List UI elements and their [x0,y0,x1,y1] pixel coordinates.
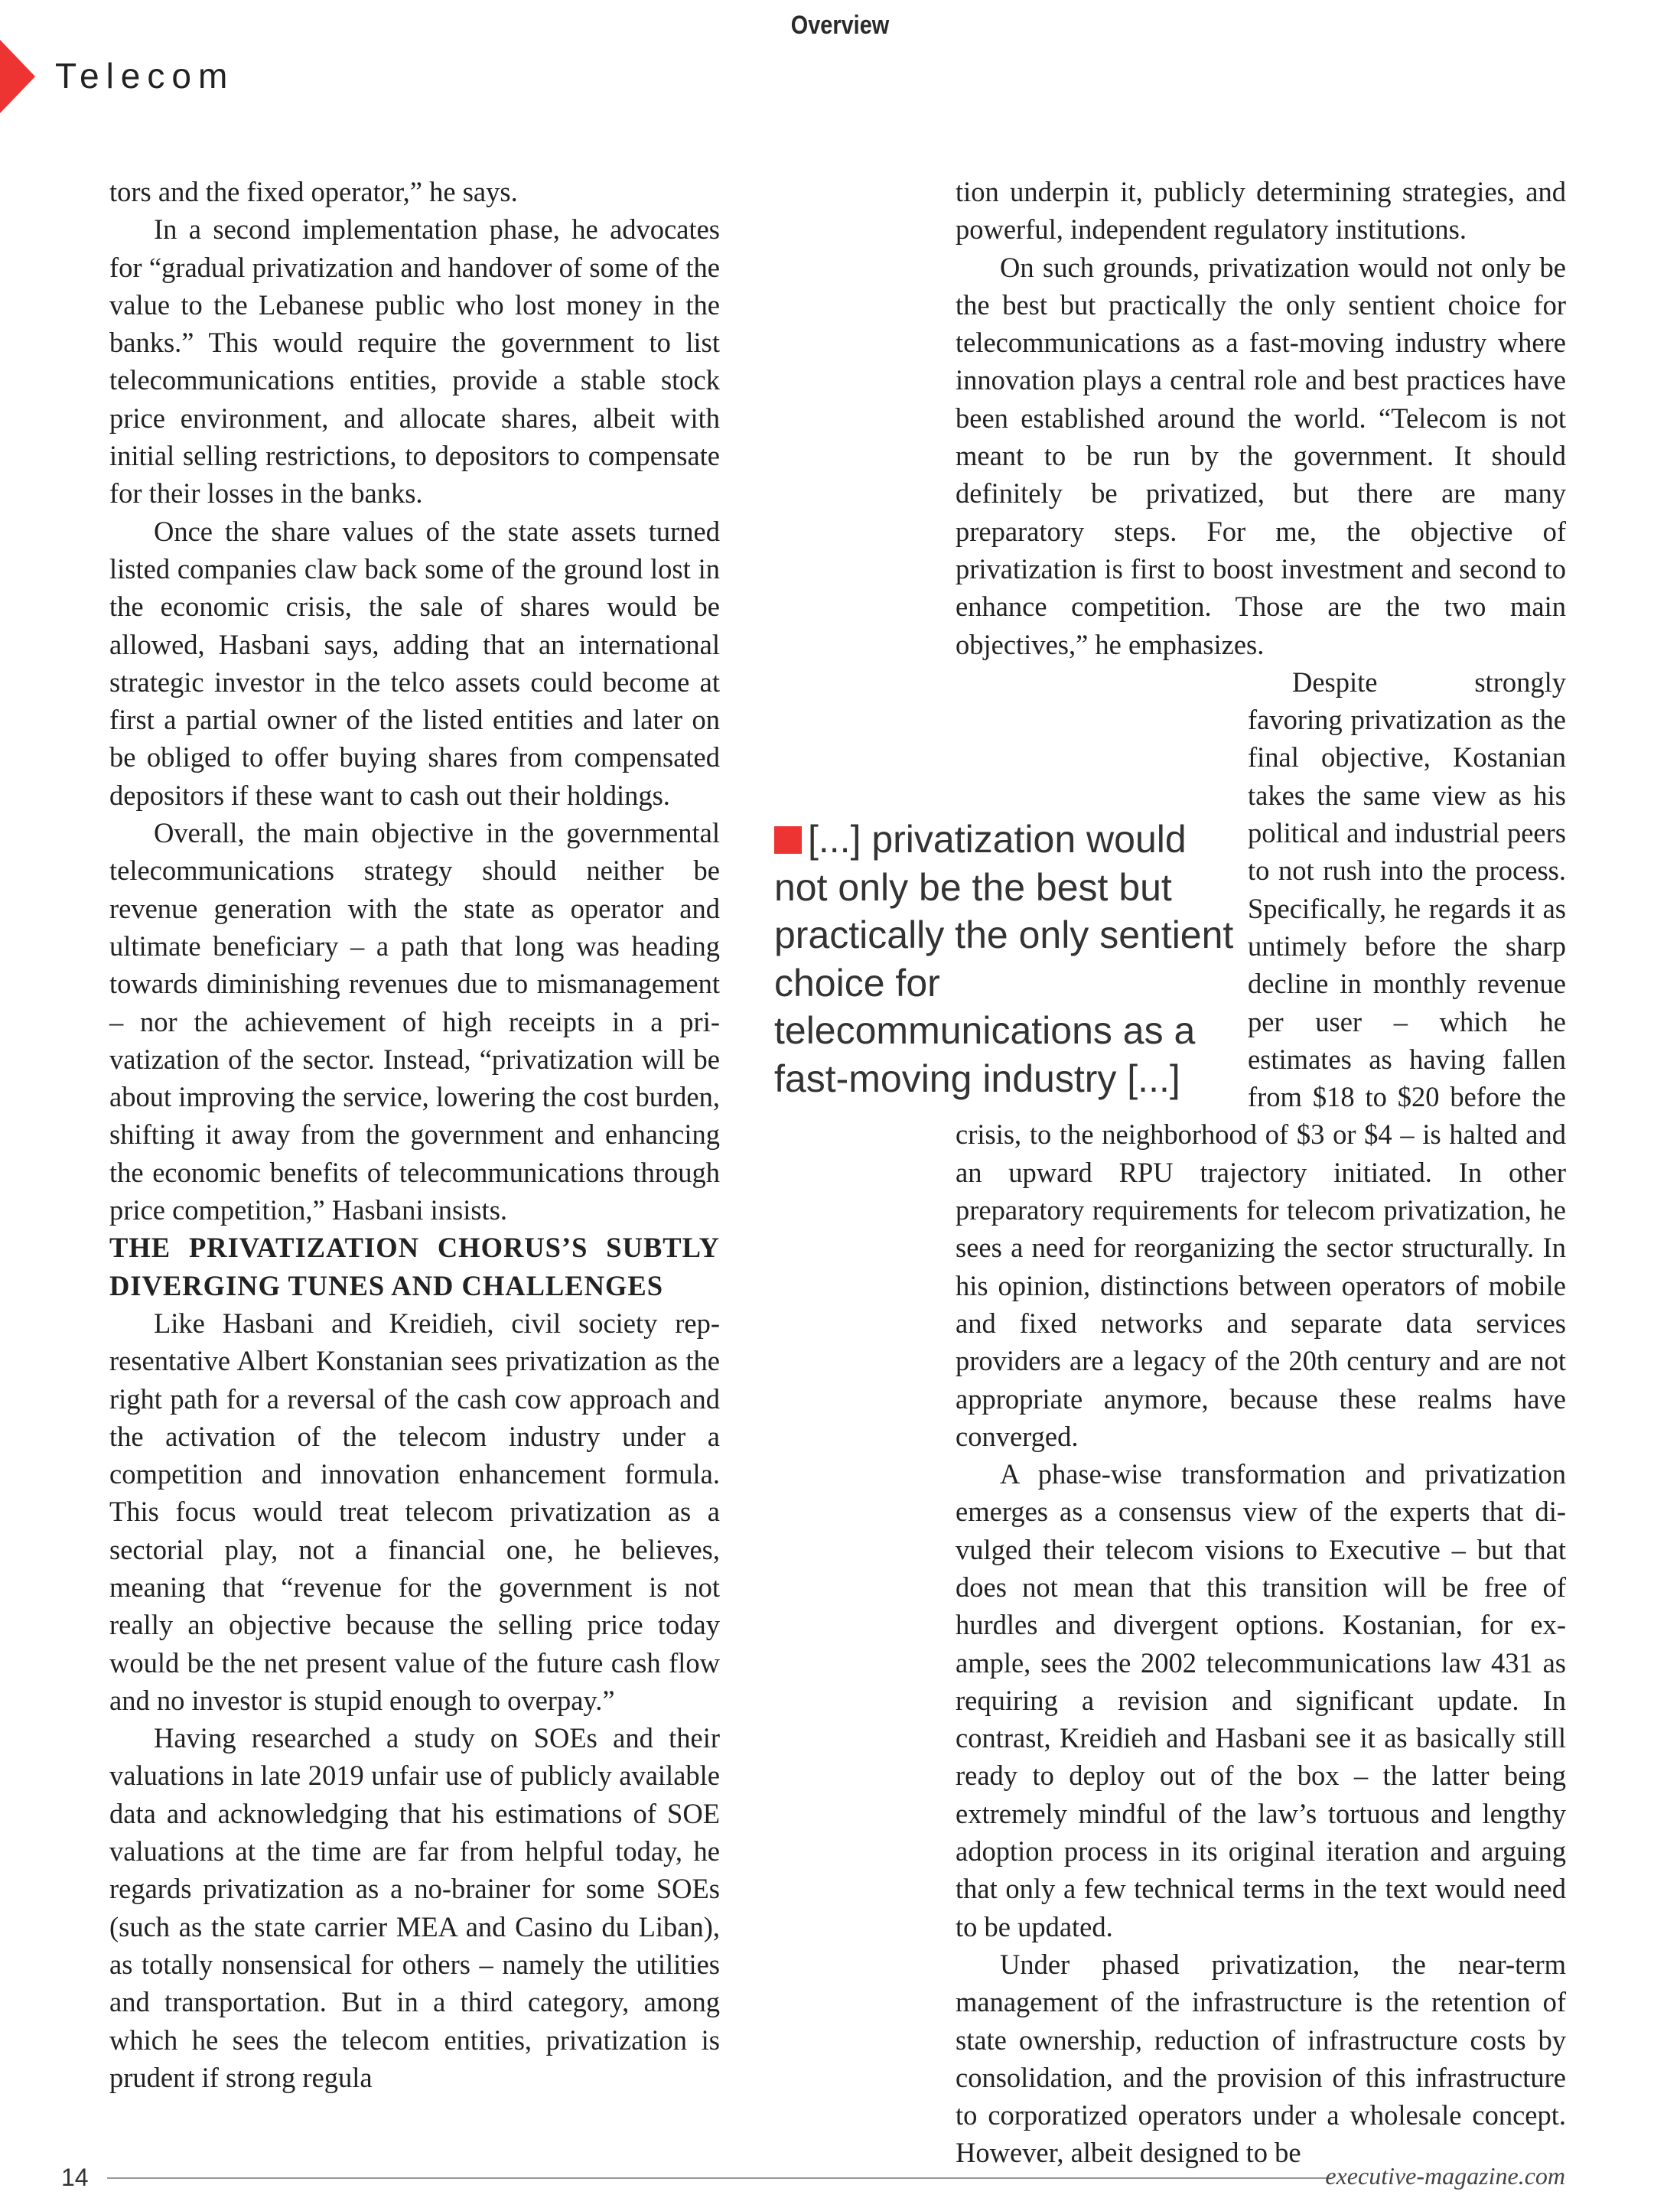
footer-website: executive-magazine.com [1325,2162,1565,2190]
right-column [956,173,1566,2172]
page-number: 14 [61,2164,89,2191]
paragraph: Overall, the main objective in the governmental telecommunications strategy should neither be revenue generation with the state as operator and ultimate beneficiary – a path that long was heading towards diminishing revenues due to mismanagement – nor the achievement of high receipts in a privatization of the sector. Instead, “privatization will be about improving the service, lowering the cost burden, shifting it away from the government and enhancing the economic benefits of telecommunications through price competition,” Hasbani insists. [109,817,720,1226]
paragraph: A phase-wise transformation and privatization emerges as a consensus view of the experts that divulged their telecom visions to Executive – but that does not mean that this transition will be free of hurdles and divergent options. Kostanian, for example, sees the 2002 telecommunications law 431 as requiring a revision and significant update. In contrast, Kreidieh and Hasbani see it as basically still ready to deploy out of the box – the latter being extremely mindful of the law’s tortuous and lengthy adoption process in its original iteration and arguing that only a few technical terms in the text would need to be updated. [956,1458,1566,1942]
paragraph: Under phased privatization, the near-term management of the infrastructure is the retention of state ownership, reduction of infrastructure costs by consolidation, and the provision of this infrastructure to corporatized operators under a wholesale concept. However, albeit designed to be [956,1948,1566,2169]
left-column [109,173,720,2096]
page-header-label: Overview [790,11,890,40]
footer-divider [107,2177,1331,2179]
section-arrow-icon [0,40,35,113]
paragraph: In a second implementation phase, he advocates for “gradual privatization and handover of some of the value to the Lebanese public who lost money in the banks.” This would require the government to list telecommunications entities, provide a stable stock price environment, and allocate shares, albeit with initial selling restrictions, to depositors to compensate for their losses in the banks. [109,213,720,510]
paragraph: Having researched a study on SOEs and their valuations in late 2019 unfair use of publicly available data and acknowledging that his estimations of SOE valuations at the time are far from helpful today, he regards privatization as a no-brainer for some SOEs (such as the state carrier MEA and Casino du Liban), as totally nonsensical for others – namely the utilities and transportation. But in a third category, among which he sees the telecom entities, privatization is prudent if strong regula [109,1722,720,2093]
pull-quote-text: [...] privatization would not only be the best but practically the only sentient choice for telecommunications as a fast-moving industry [...] [774,818,1234,1100]
paragraph: On such grounds, privatization would not only be the best but practically the only sentient choice for telecommunications as a fast-moving industry where innovation plays a central role and best practices have been established around the world. “Telecom is not meant to be run by the government. It should definitely be privatized, but there are many preparatory steps. For me, the objective of privatization is first to boost investment and second to enhance competition. Those are the two main objectives,” he emphasizes. [956,251,1566,660]
paragraph: tion underpin it, publicly determining strategies, and powerful, independent regulatory institutions. [956,176,1566,246]
paragraph: tors and the fixed operator,” he says. [109,176,518,207]
section-title: Telecom [55,56,235,96]
paragraph: Like Hasbani and Kreidieh, civil society representative Albert Konstanian sees privatization as the right path for a reversal of the cash cow approach and the activation of the telecom industry under a competition and innovation enhancement formula. This focus would treat telecom privatization as a sectorial play, not a financial one, he believes, meaning that “revenue for the government is not really an objective because the selling price today would be the net present value of the future cash flow and no investor is stupid enough to overpay.” [109,1307,720,1716]
paragraph: Once the share values of the state assets turned listed companies claw back some of the ground lost in the economic crisis, the sale of shares would be allowed, Hasbani says, adding that an international strategic investor in the telco assets could become at first a partial owner of the listed entities and later on be obliged to offer buying shares from compensated depositors if these want to cash out their holdings. [109,515,720,811]
paragraph-text: Despite strongly favoring privatization as the final objective, Kostanian takes the same view as his political and industrial peers to not rush into the process. Specifically, he regards it as untimely before the sharp decline in monthly revenue per user – which he estimates as having fallen from $18 to $20 before the crisis, to the neighborhood of $3 or $4 – is halted and an upward RPU trajectory initiated. In other preparatory requirements for telecom privatization, he sees a need for reorganizing the sector structurally. In his opinion, distinctions between operators of mobile and fixed networks and separate data services providers are a legacy of the 20th century and are not appropriate anymore, because these realms have converged. [956,666,1566,1452]
pull-quote [774,816,1249,1102]
subheading: THE PRIVATIZATION CHORUS’S SUBTLY DIVERGING TUNES AND CHALLENGES [109,1232,720,1301]
red-square-icon [774,826,802,854]
